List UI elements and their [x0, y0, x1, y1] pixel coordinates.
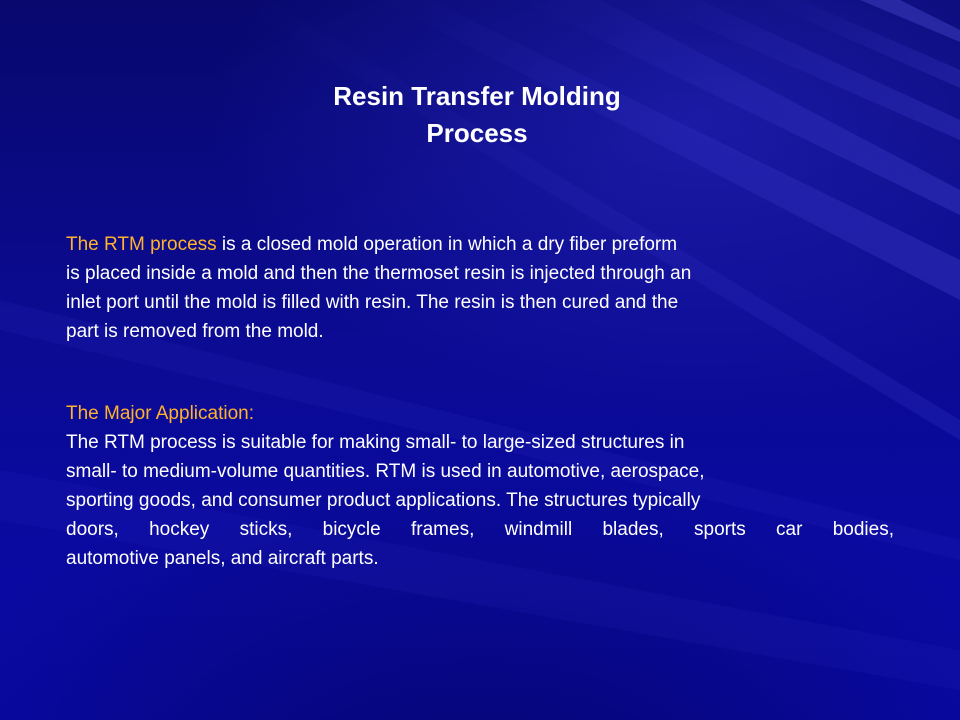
paragraph-2-line-2: small- to medium-volume quantities. RTM is used in automotive, aerospace,	[66, 461, 705, 482]
title-line-1: Resin Transfer Molding	[333, 81, 621, 111]
rtm-description-paragraph	[66, 230, 856, 346]
slide-title	[0, 78, 954, 152]
paragraph-1-line-1	[66, 230, 856, 259]
paragraph-2-line-1: The RTM process is suitable for making small- to large-sized structures in	[66, 432, 685, 453]
paragraph-1-line-4: part is removed from the mold.	[66, 321, 324, 342]
paragraph-2-line-4: doors, hockey sticks, bicycle frames, windmill blades, sports car bodies,	[66, 519, 894, 540]
paragraph-2-line-5: automotive panels, and aircraft parts.	[66, 548, 379, 569]
major-application-heading: The Major Application:	[66, 403, 254, 424]
paragraph-2-line-3: sporting goods, and consumer product applications. The structures typically	[66, 490, 701, 511]
major-application-paragraph	[66, 399, 896, 573]
title-line-2: Process	[426, 118, 528, 148]
rtm-process-highlight: The RTM process	[66, 234, 217, 255]
paragraph-1-line-2: is placed inside a mold and then the thermoset resin is injected through an	[66, 263, 692, 284]
paragraph-1-line-1-rest: is a closed mold operation in which a dry fiber preform	[216, 234, 678, 255]
paragraph-1-line-3: inlet port until the mold is filled with resin. The resin is then cured and the	[66, 292, 679, 313]
